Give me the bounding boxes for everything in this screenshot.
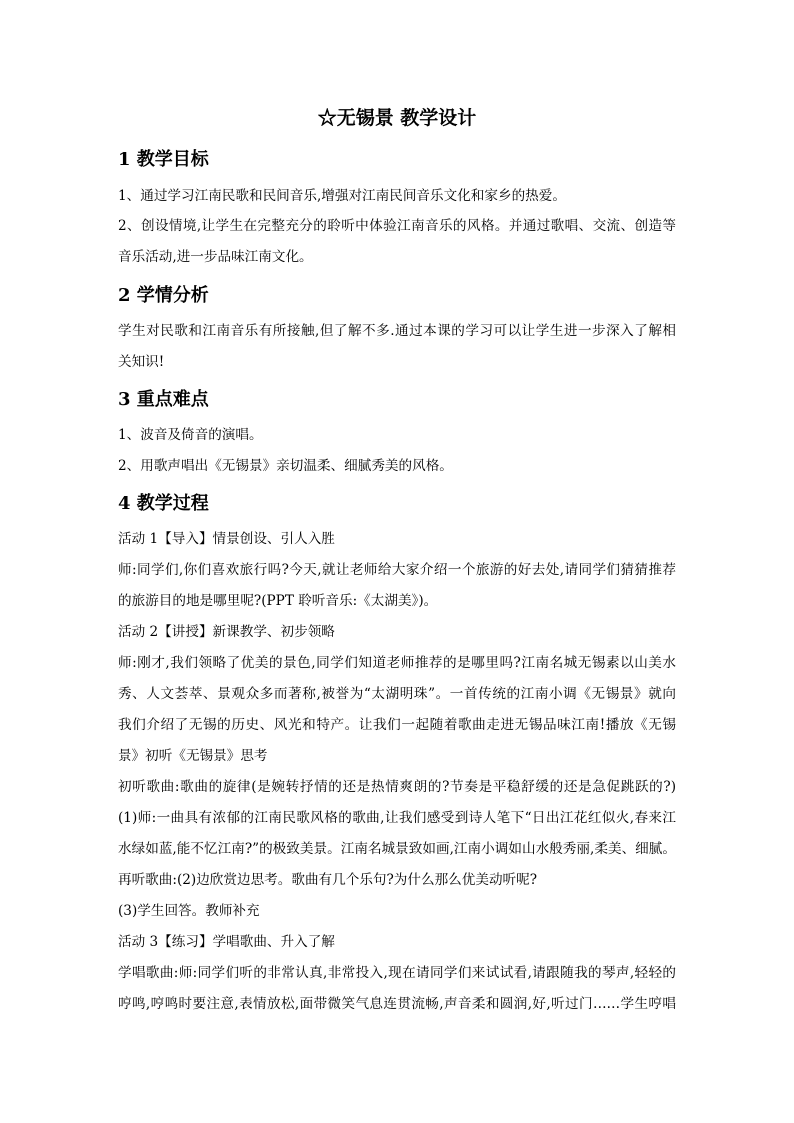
paragraph-line: 关知识!: [118, 354, 165, 370]
paragraph-line: 学生对民歌和江南音乐有所接触,但了解不多.通过本课的学习可以让学生进一步深入了解相: [118, 323, 676, 339]
section-heading-key-points: 3 重点难点: [118, 389, 209, 410]
paragraph-line: (1)师:一曲具有浓郁的江南民歌风格的歌曲,让我们感受到诗人笔下“日出江花红似火,春来江: [118, 810, 676, 826]
paragraph-line: 学唱歌曲:师:同学们听的非常认真,非常投入,现在请同学们来试试看,请跟随我的琴声,轻轻的: [118, 965, 676, 981]
paragraph-line: 再听歌曲:(2)边欣赏边思考。歌曲有几个乐句?为什么那么优美动听呢?: [118, 872, 538, 888]
paragraph-line: 哼鸣,哼鸣时要注意,表情放松,面带微笑气息连贯流畅,声音柔和圆润,好,听过门……学生哼唱: [118, 996, 676, 1012]
paragraph-line: 2、创设情境,让学生在完整充分的聆听中体验江南音乐的风格。并通过歌唱、交流、创造等: [118, 218, 676, 234]
paragraph-line: 我们介绍了无锡的历史、风光和特产。让我们一起随着歌曲走进无锡品味江南!播放《无锡: [118, 717, 676, 733]
paragraph-line: 2、用歌声唱出《无锡景》亲切温柔、细腻秀美的风格。: [118, 458, 453, 474]
activity-heading: 活动 1【导入】情景创设、引人入胜: [118, 531, 335, 547]
paragraph-line: 景》初听《无锡景》思考: [118, 748, 268, 764]
paragraph-line: 1、波音及倚音的演唱。: [118, 427, 263, 443]
section-heading-analysis: 2 学情分析: [118, 285, 209, 306]
paragraph-line: 的旅游目的地是哪里呢?(PPT 聆听音乐:《太湖美》)。: [118, 593, 438, 609]
section-heading-process: 4 教学过程: [118, 493, 209, 514]
document-title: ☆无锡景 教学设计: [317, 107, 477, 129]
paragraph-line: 初听歌曲:歌曲的旋律(是婉转抒情的还是热情爽朗的?节奏是平稳舒缓的还是急促跳跃的?): [118, 779, 676, 795]
paragraph-line: 秀、人文荟萃、景观众多而著称,被誉为“太湖明珠”。一首传统的江南小调《无锡景》就向: [118, 686, 676, 702]
paragraph-line: 音乐活动,进一步品味江南文化。: [118, 249, 313, 265]
paragraph-line: 师:同学们,你们喜欢旅行吗?今天,就让老师给大家介绍一个旅游的好去处,请同学们猜猜推荐: [118, 562, 676, 578]
paragraph-line: 师:刚才,我们领略了优美的景色,同学们知道老师推荐的是哪里吗?江南名城无锡素以山美水: [118, 655, 676, 671]
paragraph-line: 水绿如蓝,能不忆江南?”的极致美景。江南名城景致如画,江南小调如山水般秀丽,柔美、细腻。: [118, 841, 676, 857]
section-heading-objectives: 1 教学目标: [118, 149, 209, 170]
paragraph-line: (3)学生回答。教师补充: [118, 903, 260, 919]
paragraph-line: 1、通过学习江南民歌和民间音乐,增强对江南民间音乐文化和家乡的热爱。: [118, 188, 566, 204]
activity-heading: 活动 3【练习】学唱歌曲、升入了解: [118, 934, 335, 950]
activity-heading: 活动 2【讲授】新课教学、初步领略: [118, 624, 335, 640]
